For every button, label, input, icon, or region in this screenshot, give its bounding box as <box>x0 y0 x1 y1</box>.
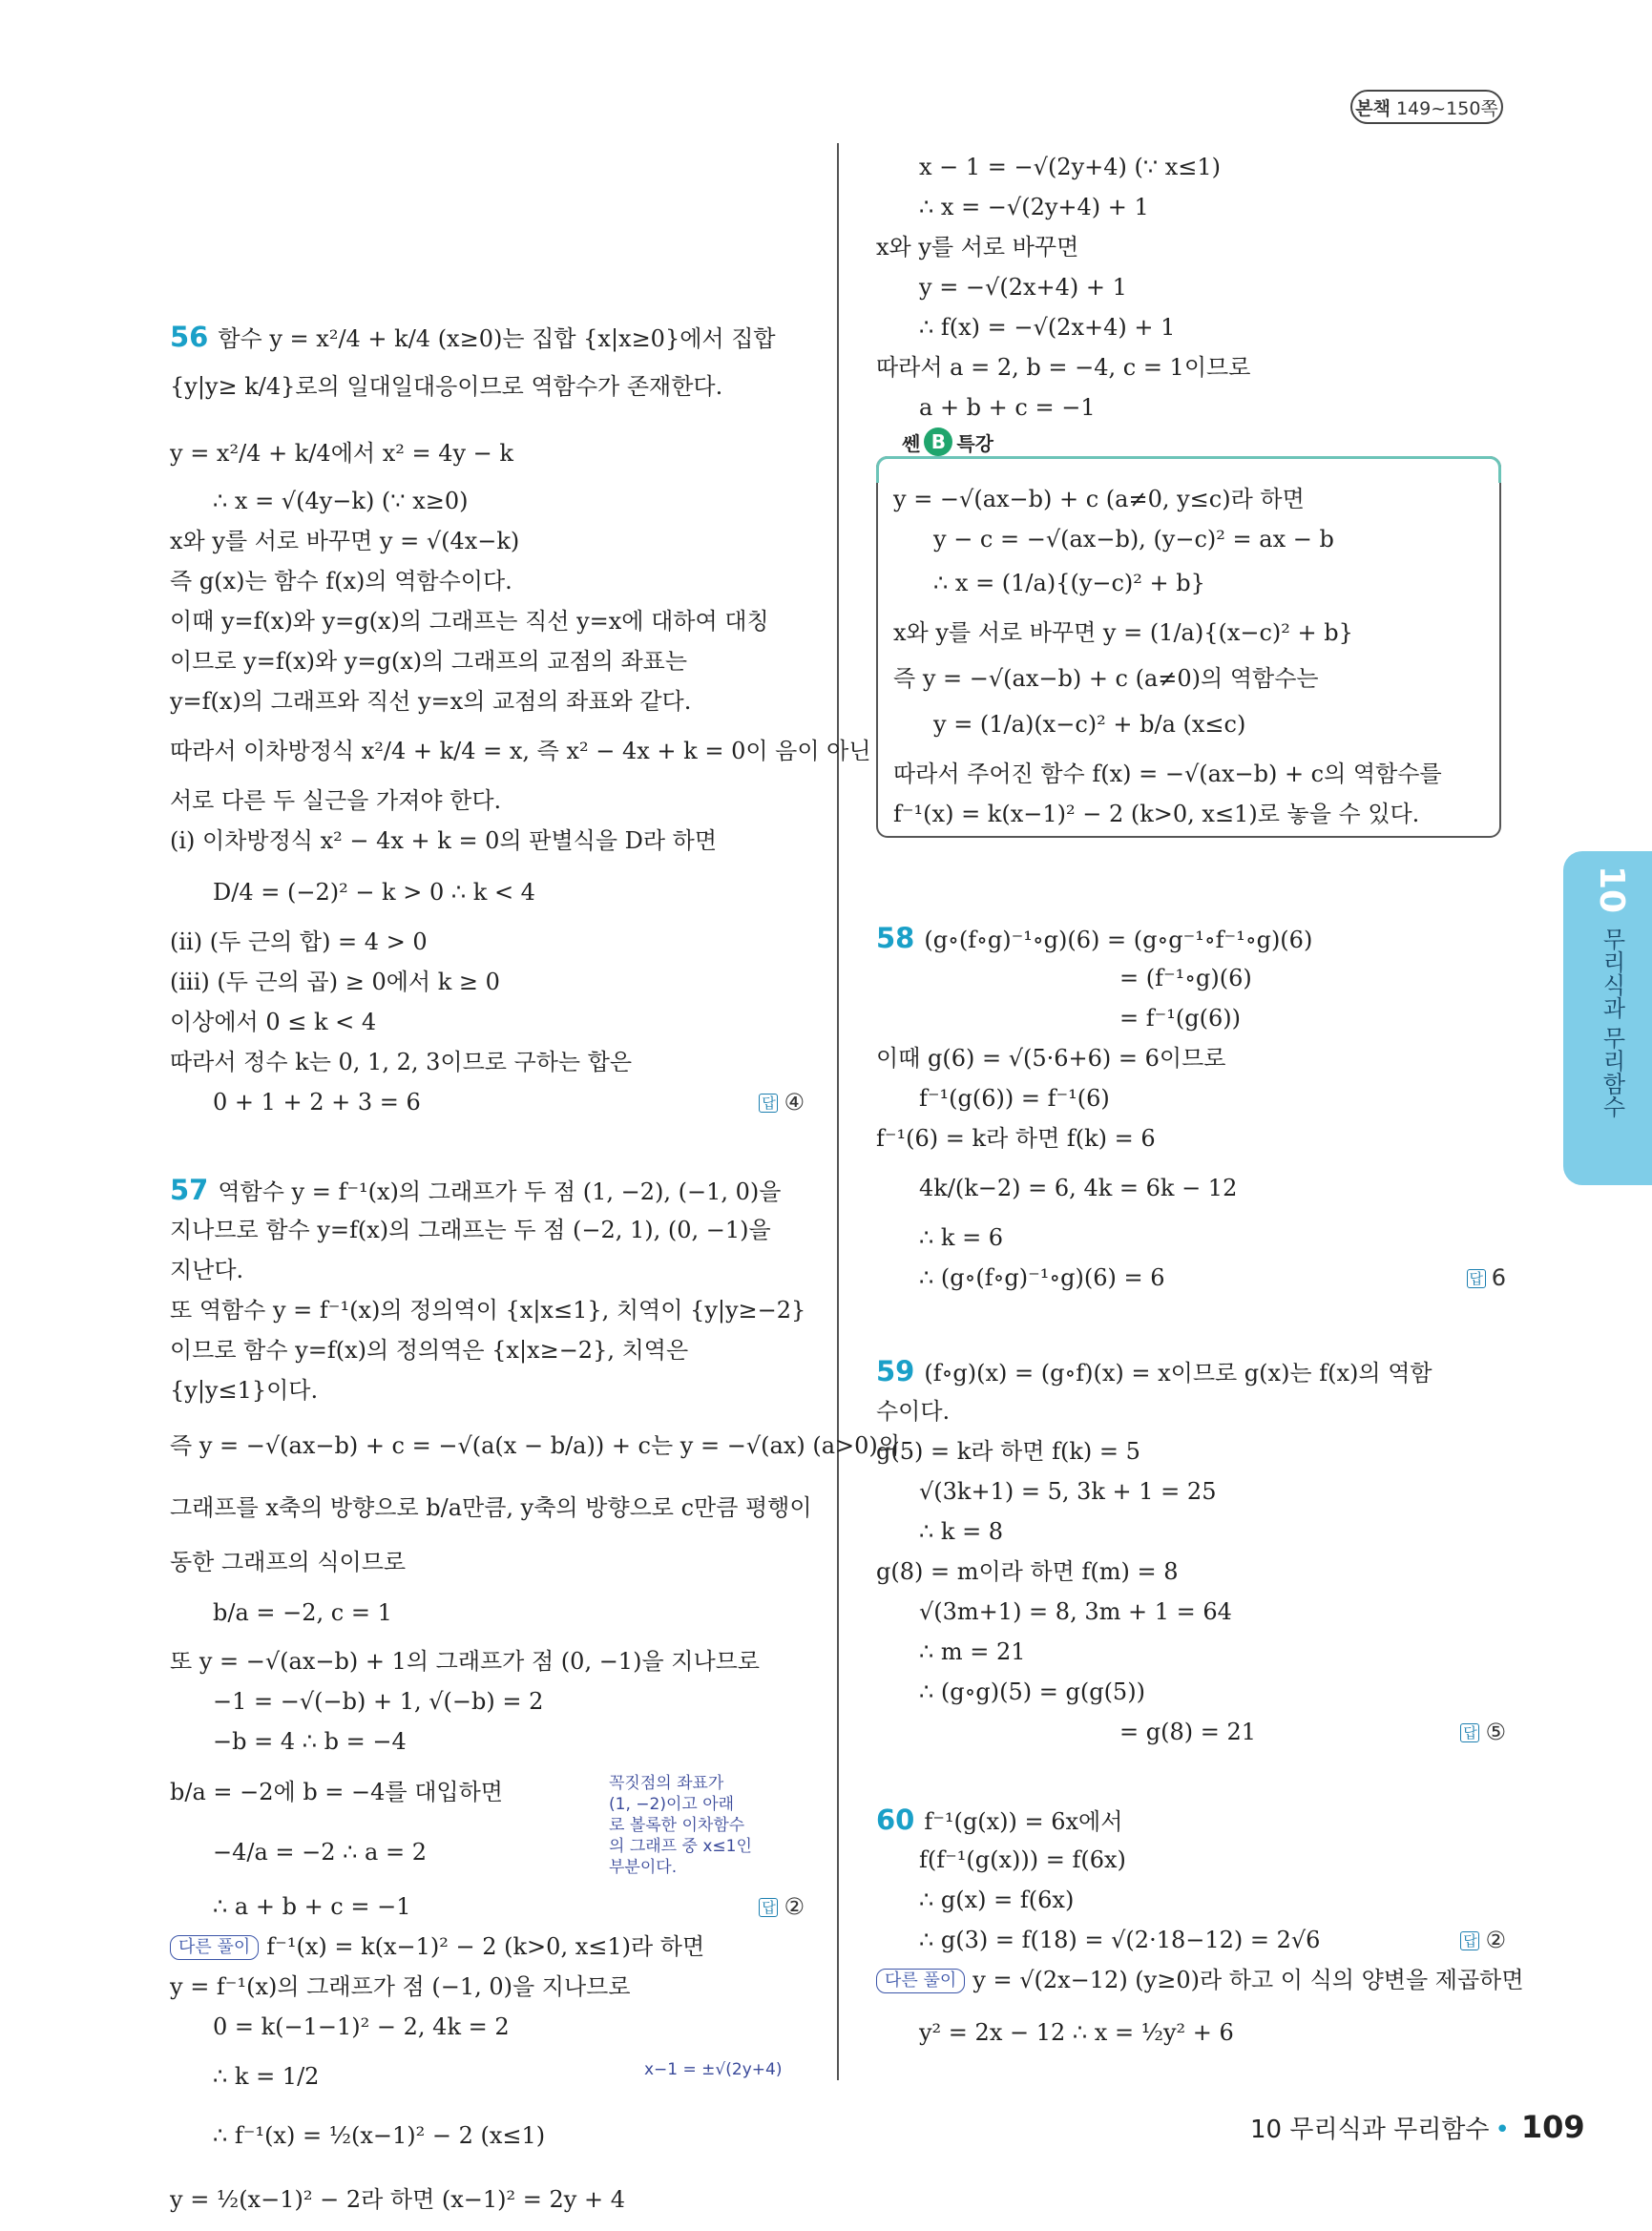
line-text: y = −√(ax−b) + c (a≠0, y≤c)라 하면 <box>893 486 1305 512</box>
line-text: y − c = −√(ax−b), (y−c)² = ax − b <box>933 526 1334 553</box>
line-text: 따라서 a = 2, b = −4, c = 1이므로 <box>876 354 1251 381</box>
text-line <box>876 1926 1506 1954</box>
text-line <box>170 1376 318 1405</box>
line-text: y = ½(x−1)² − 2라 하면 (x−1)² = 2y + 4 <box>170 2186 625 2213</box>
line-text: ∴ k = 1/2 <box>213 2063 320 2090</box>
branch-note: x−1 = ±√(2y+4) <box>644 2060 783 2079</box>
line-text: −1 = −√(−b) + 1, √(−b) = 2 <box>213 1688 544 1715</box>
text-line <box>876 193 1149 221</box>
text-line <box>170 786 501 815</box>
line-text: −b = 4 ∴ b = −4 <box>213 1728 407 1755</box>
text-line <box>876 964 1252 992</box>
line-text: ∴ (g∘(f∘g)⁻¹∘g)(6) = 6 <box>919 1264 1165 1291</box>
text-line <box>170 1048 632 1076</box>
answer <box>759 1892 805 1921</box>
text-line <box>170 1778 503 1806</box>
ssen-logo: 쎈 <box>902 431 921 455</box>
line-text: g(8) = m이라 하면 f(m) = 8 <box>876 1558 1179 1585</box>
text-line <box>170 567 512 595</box>
line-text: ∴ k = 6 <box>919 1224 1004 1251</box>
line-text: {y|y≥ k/4}로의 일대일대응이므로 역함수가 존재한다. <box>170 373 723 400</box>
line-text: ∴ k = 8 <box>919 1518 1004 1545</box>
line-text: 수이다. <box>876 1398 951 1425</box>
vertex-note: 꼭짓점의 좌표가 (1, −2)이고 아래 로 볼록한 이차함수 의 그래프 중 x≤1인 부분이다. <box>609 1774 752 1877</box>
problem-number: 56 <box>170 321 209 353</box>
text-line <box>876 1223 1003 1252</box>
special-lecture-box-top <box>876 456 1501 483</box>
text-line <box>876 1517 1003 1546</box>
line-text: ∴ x = √(4y−k) (∵ x≥0) <box>213 488 469 514</box>
line-text: x − 1 = −√(2y+4) (∵ x≤1) <box>919 154 1222 180</box>
text-line <box>170 1892 805 1921</box>
text-line <box>876 1357 1432 1387</box>
line-text: y=f(x)의 그래프와 직선 y=x의 교점의 좌표와 같다. <box>170 688 692 715</box>
line-text: 즉 g(x)는 함수 f(x)의 역함수이다. <box>170 568 512 594</box>
line-text: x와 y를 서로 바꾸면 y = √(4x−k) <box>170 528 520 554</box>
line-text: x와 y를 서로 바꾸면 <box>876 234 1079 261</box>
line-text: −4/a = −2 ∴ a = 2 <box>213 1839 427 1866</box>
text-line <box>170 1008 376 1036</box>
text-line <box>170 607 769 636</box>
text-line <box>170 1431 900 1460</box>
text-line <box>170 826 717 855</box>
line-text: 동한 그래프의 식이므로 <box>170 1549 407 1575</box>
line-text: ∴ (g∘g)(5) = g(g(5)) <box>919 1678 1145 1705</box>
text-line <box>170 1598 392 1627</box>
line-text: 0 = k(−1−1)² − 2, 4k = 2 <box>213 2013 510 2040</box>
text-line <box>170 928 428 956</box>
text-line <box>170 1647 760 1676</box>
answer-mark-icon: 답 <box>759 1898 778 1917</box>
alternative-solution-badge: 다른 풀이 <box>876 1969 965 1993</box>
text-line <box>876 1886 1074 1914</box>
text-line <box>170 687 691 716</box>
text-line <box>876 1004 1241 1032</box>
line-text: ∴ f(x) = −√(2x+4) + 1 <box>919 314 1176 341</box>
line-text: x와 y를 서로 바꾸면 y = (1/a){(x−c)² + b} <box>893 619 1353 646</box>
text-line <box>876 1597 1232 1626</box>
line-text: g(5) = k라 하면 f(k) = 5 <box>876 1438 1140 1465</box>
line-text: (f∘g)(x) = (g∘f)(x) = x이므로 g(x)는 f(x)의 역함 <box>924 1360 1432 1387</box>
line-text: ∴ a + b + c = −1 <box>213 1893 411 1920</box>
text-line <box>170 2012 510 2041</box>
b-badge-icon: B <box>924 427 952 456</box>
line-text: 또 y = −√(ax−b) + 1의 그래프가 점 (0, −1)을 지나므로 <box>170 1648 760 1675</box>
text-line <box>170 2185 625 2214</box>
text-line <box>876 1966 1524 1994</box>
line-text: f(f⁻¹(g(x))) = f(6x) <box>919 1846 1126 1873</box>
line-text: f⁻¹(g(x)) = 6x에서 <box>924 1808 1123 1835</box>
answer <box>1460 1926 1506 1954</box>
line-text: = (f⁻¹∘g)(6) <box>1119 965 1252 991</box>
page-number: 109 <box>1520 2109 1585 2145</box>
text-line <box>876 1397 950 1426</box>
line-text: (g∘(f∘g)⁻¹∘g)(6) = (g∘g⁻¹∘f⁻¹∘g)(6) <box>924 927 1313 953</box>
line-text: (ii) (두 근의 합) = 4 > 0 <box>170 928 428 955</box>
line-text: b/a = −2, c = 1 <box>213 1599 392 1626</box>
text-line <box>170 1687 543 1716</box>
answer-value: ② <box>1485 1927 1506 1953</box>
line-text: 그래프를 x축의 방향으로 b/a만큼, y축의 방향으로 c만큼 평행이 <box>170 1494 812 1521</box>
line-text: y = x²/4 + k/4에서 x² = 4y − k <box>170 440 513 467</box>
text-line <box>876 233 1078 261</box>
line-text: 서로 다른 두 실근을 가져야 한다. <box>170 787 502 814</box>
line-text: f⁻¹(x) = k(x−1)² − 2 (k>0, x≤1)라 하면 <box>266 1933 705 1960</box>
text-line <box>170 2062 319 2091</box>
text-line <box>876 273 1127 302</box>
line-text: ∴ g(x) = f(6x) <box>919 1887 1075 1913</box>
text-line <box>876 1084 1110 1113</box>
line-text: 이때 y=f(x)와 y=g(x)의 그래프는 직선 y=x에 대하여 대칭 <box>170 608 769 635</box>
line-text: f⁻¹(g(6)) = f⁻¹(6) <box>919 1085 1110 1112</box>
text-line <box>876 1044 1225 1073</box>
line-text: 이상에서 0 ≤ k < 4 <box>170 1009 377 1035</box>
text-line <box>170 1548 406 1576</box>
text-line <box>170 527 519 555</box>
text-line <box>876 1845 1126 1874</box>
line-text: 역함수 y = f⁻¹(x)의 그래프가 두 점 (1, −2), (−1, 0)을 <box>218 1178 782 1205</box>
line-text: (i) 이차방정식 x² − 4x + k = 0의 판별식을 D라 하면 <box>170 827 718 854</box>
answer-mark-icon: 답 <box>1467 1269 1486 1288</box>
text-line <box>170 1088 805 1116</box>
line-text: 또 역함수 y = f⁻¹(x)의 정의역이 {x|x≤1}, 치역이 {y|y≥−2} <box>170 1297 806 1324</box>
page-reference-badge: 본책 149~150쪽 <box>1350 90 1503 124</box>
text-line <box>170 1972 631 2001</box>
line-text: y = f⁻¹(x)의 그래프가 점 (−1, 0)을 지나므로 <box>170 1973 631 2000</box>
text-line <box>876 1718 1506 1746</box>
problem-number: 57 <box>170 1174 209 1206</box>
answer <box>1467 1263 1506 1292</box>
text-line <box>170 1932 704 1961</box>
answer-value: 6 <box>1491 1264 1506 1291</box>
text-line <box>876 393 1096 422</box>
problem-number: 59 <box>876 1355 915 1387</box>
text-line <box>876 1263 1506 1292</box>
line-text: = f⁻¹(g(6)) <box>1119 1005 1241 1032</box>
line-text: 즉 y = −√(ax−b) + c = −√(a(x − b/a)) + c는 y = −√(ax) (a>0)의 <box>170 1432 900 1459</box>
problem-number: 58 <box>876 922 915 954</box>
text-line <box>876 1477 1216 1506</box>
text-line <box>876 1637 1026 1666</box>
line-text: 0 + 1 + 2 + 3 = 6 <box>213 1089 421 1116</box>
answer <box>1460 1718 1506 1746</box>
answer-value: ② <box>784 1893 805 1920</box>
line-text: y² = 2x − 12 ∴ x = ½y² + 6 <box>919 2019 1234 2046</box>
text-line <box>876 1557 1178 1586</box>
column-divider <box>837 143 839 2080</box>
chapter-side-tab[interactable] <box>1563 851 1652 1185</box>
line-text: 이므로 y=f(x)와 y=g(x)의 그래프의 교점의 좌표는 <box>170 648 688 675</box>
text-line <box>170 487 468 515</box>
line-text: b/a = −2에 b = −4를 대입하면 <box>170 1779 503 1805</box>
answer-mark-icon: 답 <box>1460 1931 1479 1950</box>
line-text: 지난다. <box>170 1257 244 1283</box>
text-line <box>876 1174 1237 1202</box>
text-line <box>876 2018 1234 2047</box>
text-line <box>170 1296 805 1324</box>
footer-chapter: 10 무리식과 무리함수 <box>1250 2116 1490 2144</box>
line-text: ∴ x = −√(2y+4) + 1 <box>919 194 1149 220</box>
text-line <box>876 1437 1140 1466</box>
line-text: 이므로 함수 y=f(x)의 정의역은 {x|x≥−2}, 치역은 <box>170 1337 689 1364</box>
text-line <box>170 439 513 468</box>
line-text: √(3k+1) = 5, 3k + 1 = 25 <box>919 1478 1217 1505</box>
text-line <box>170 1493 812 1522</box>
text-line <box>170 737 871 765</box>
text-line <box>170 1216 771 1244</box>
answer <box>759 1088 805 1116</box>
answer-value: ⑤ <box>1485 1719 1506 1745</box>
special-lecture-label <box>902 427 993 456</box>
line-text: 따라서 정수 k는 0, 1, 2, 3이므로 구하는 합은 <box>170 1049 633 1075</box>
text-line <box>876 1124 1156 1153</box>
line-text: √(3m+1) = 8, 3m + 1 = 64 <box>919 1598 1232 1625</box>
text-line <box>876 313 1175 342</box>
line-text: ∴ g(3) = f(18) = √(2·18−12) = 2√6 <box>919 1927 1321 1953</box>
text-line <box>170 2121 545 2150</box>
line-text: 4k/(k−2) = 6, 4k = 6k − 12 <box>919 1175 1238 1201</box>
text-line <box>170 1336 688 1365</box>
line-text: (iii) (두 근의 곱) ≥ 0에서 k ≥ 0 <box>170 969 500 995</box>
line-text: {y|y≤1}이다. <box>170 1377 319 1404</box>
text-line <box>170 1256 243 1284</box>
line-text: = g(8) = 21 <box>1119 1719 1257 1745</box>
page-footer: 10 무리식과 무리함수 • 109 <box>1250 2109 1585 2145</box>
line-text: a + b + c = −1 <box>919 394 1096 421</box>
line-text: ∴ f⁻¹(x) = ½(x−1)² − 2 (x≤1) <box>213 2122 546 2149</box>
line-text: 함수 y = x²/4 + k/4 (x≥0)는 집합 {x|x≥0}에서 집합 <box>218 325 776 352</box>
answer-value: ④ <box>784 1089 805 1116</box>
text-line <box>170 323 776 353</box>
answer-mark-icon: 답 <box>1460 1723 1479 1742</box>
line-text: 따라서 주어진 함수 f(x) = −√(ax−b) + c의 역함수를 <box>893 761 1442 787</box>
text-line <box>170 878 535 907</box>
line-text: D/4 = (−2)² − k > 0 ∴ k < 4 <box>213 879 535 906</box>
special-lecture-box <box>876 456 1501 838</box>
answer-mark-icon: 답 <box>759 1094 778 1113</box>
line-text: 이때 g(6) = √(5·6+6) = 6이므로 <box>876 1045 1226 1072</box>
text-line <box>876 1678 1145 1706</box>
line-text: f⁻¹(6) = k라 하면 f(k) = 6 <box>876 1125 1156 1152</box>
problem-number: 60 <box>876 1804 915 1836</box>
text-line <box>170 1727 407 1756</box>
special-lecture-title: 특강 <box>956 431 993 455</box>
text-line <box>876 924 1312 954</box>
line-text: 즉 y = −√(ax−b) + c (a≠0)의 역함수는 <box>893 665 1319 692</box>
text-line <box>170 1838 427 1866</box>
chapter-number: 10 <box>1592 865 1631 914</box>
line-text: y = √(2x−12) (y≥0)라 하고 이 식의 양변을 제곱하면 <box>972 1967 1524 1993</box>
text-line <box>876 353 1250 382</box>
text-line <box>876 1805 1122 1836</box>
line-text: 지나므로 함수 y=f(x)의 그래프는 두 점 (−2, 1), (0, −1)을 <box>170 1217 771 1243</box>
line-text: y = −√(2x+4) + 1 <box>919 274 1127 301</box>
alternative-solution-badge: 다른 풀이 <box>170 1935 259 1960</box>
line-text: ∴ x = (1/a){(y−c)² + b} <box>933 570 1205 596</box>
line-text: f⁻¹(x) = k(x−1)² − 2 (k>0, x≤1)로 놓을 수 있다. <box>893 801 1420 827</box>
text-line <box>170 968 500 996</box>
text-line <box>170 1176 781 1206</box>
text-line <box>876 153 1221 181</box>
text-line <box>170 372 722 401</box>
line-text: 따라서 이차방정식 x²/4 + k/4 = x, 즉 x² − 4x + k = 0이 음이 아닌 <box>170 738 871 764</box>
text-line <box>170 647 687 676</box>
chapter-title: 무리식과 무리함수 <box>1599 928 1625 1118</box>
line-text: y = (1/a)(x−c)² + b/a (x≤c) <box>933 711 1246 738</box>
line-text: ∴ m = 21 <box>919 1638 1026 1665</box>
